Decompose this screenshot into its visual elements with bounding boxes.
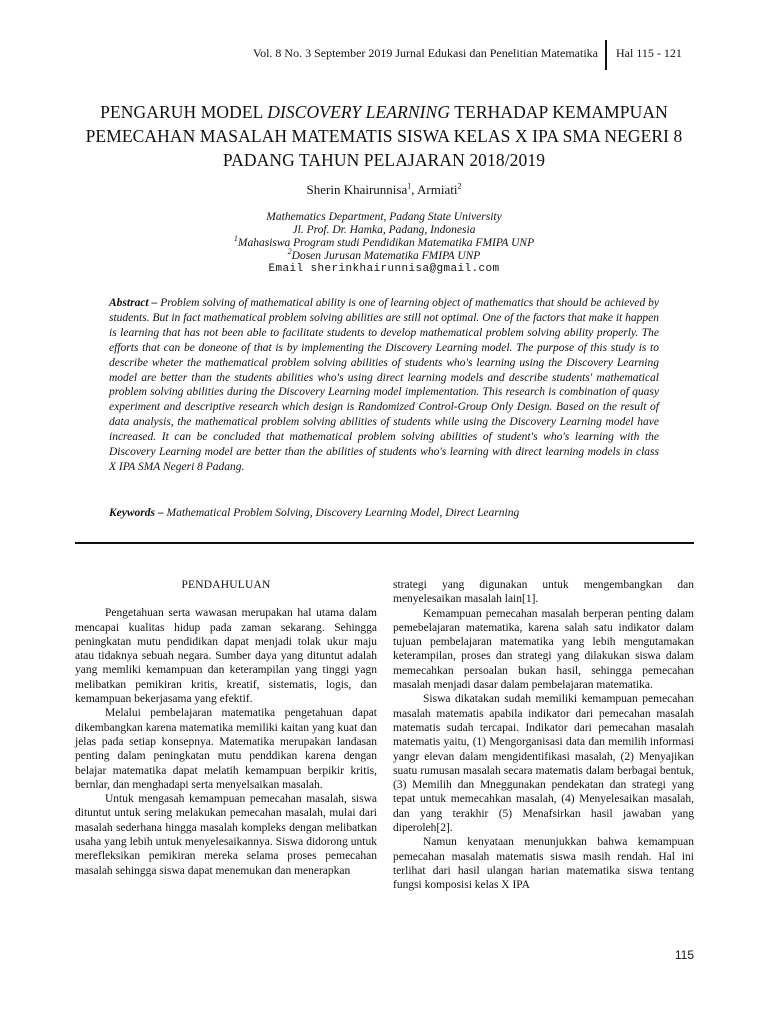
paragraph: Melalui pembelajaran matematika pengetahuan dapat dikembangkan karena matematika memiliki kaitan yang kuat dan jelas pada setiap konsepnya. Matematika merupakan landasan penting dalam peningkatan mutu penddikan karena dengan belajar matematika dapat melatih kemampuan berpikir kritis, bernlar, dan menghadapi serta menyelsaikan masalah.	[75, 707, 377, 791]
affiliation-4-mark: 2	[287, 247, 292, 257]
author-2-affil-mark: 2	[457, 181, 462, 191]
paragraph: Pengetahuan serta wawasan merupakan hal utama dalam mencapai kualitas hidup pada zaman sekarang. Sehingga peningkatan mutu pendidikan dapat menjadi tolak ukur maju atau tidaknya sebuah negara. Sumber daya yang dituntut adalah yang memliki kemampuan dan keterampilan yang tinggi yagn melibatkan pemikiran kritis, kreatif, sistematis, logis, dan kemampuan bekerjasama yang efektif.	[75, 607, 377, 706]
abstract-text: Problem solving of mathematical ability is one of learning object of mathematics that should be achieved by students. But in fact mathematical problem solving abilities are still not optimal. One of the factors that make it happen is learning that has not been able to facilitate students to develop mathematical problem solving ability properly. The efforts that can be doneone of that is by implementing the Discovery Learning model. The purpose of this study is to describe wheter the mathematical problem solving abilities of students who's learning using the Discovery Learning model are better than the students abilities who's using direct learning models and describe students' mathematical problem solving abilities during the Discovery Learning model implementation. This research is combination of quasy experiment and descriptive research which design is Randomized Control-Group Only Design. Based on the result of data analysis, the mathematical problem solving abilities of students while using the Discovery Learning model have increased. It can be concluded that mathematical problem solving abilities of student's who's learning with the Discovery Learning model are better than the abilities of students who's learning with direct learning models in class X IPA SMA Negeri 8 Padang.	[109, 297, 659, 473]
journal-citation: Vol. 8 No. 3 September 2019 Jurnal Edukasi dan Penelitian Matematika	[252, 46, 598, 60]
page-range: Hal 115 - 121	[616, 46, 682, 60]
paragraph: strategi yang digunakan untuk mengembangkan dan menyelesaikan masalah lain[1].	[393, 579, 694, 606]
section-heading: PENDAHULUAN	[181, 579, 271, 591]
author-2: Armiati	[417, 182, 458, 197]
keywords-text: Mathematical Problem Solving, Discovery Learning Model, Direct Learning	[166, 507, 520, 519]
left-column	[75, 578, 377, 878]
abstract-label: Abstract –	[109, 297, 161, 309]
author-1-affil-mark: 1	[407, 181, 412, 191]
affiliations	[0, 211, 768, 276]
affiliation-line-3	[0, 234, 768, 250]
keywords	[109, 507, 669, 519]
author-1: Sherin Khairunnisa	[306, 182, 408, 197]
paragraph: Kemampuan pemecahan masalah berperan penting dalam pemebelajaran matematika, karena salah satu indikator dalam tujuan pembelajaran matematika yang lebih mengutamakan keterampilan, proses dan strategi yang dilakukan siswa dalam memecahkan persoalan bukan hasil, sehingga pemecahan masalah menjadi dasar dalam pembelajaran matematika.	[393, 607, 694, 692]
paper-title	[60, 100, 708, 172]
paragraph: Untuk mengasah kemampuan pemecahan masalah, siswa dituntut untuk sering melakukan pemecahan masalah, mulai dari masalah sederhana hingga masalah kompleks dengan melibatkan usaha yang lebih untuk menyelesaikannya. Siswa didorong untuk merefleksikan pemikiran mereka selama proses pemecahan masalah sehingga siswa dapat menemukan dan menerapkan	[75, 793, 377, 877]
running-header	[0, 44, 768, 72]
affiliation-3-text: Mahasiswa Program studi Pendidikan Matematika FMIPA UNP	[237, 237, 535, 249]
page-number: 115	[674, 948, 694, 962]
keywords-label: Keywords –	[109, 507, 167, 519]
section-divider	[75, 542, 694, 544]
title-italic: DISCOVERY LEARNING	[267, 102, 451, 122]
title-part-1: PENGARUH MODEL	[100, 102, 268, 122]
affiliation-line-2: Jl. Prof. Dr. Hamka, Padang, Indonesia	[292, 224, 476, 236]
title-part-2: TERHADAP KEMAMPUAN PEMECAHAN MASALAH MATEMATIS SISWA KELAS X IPA SMA NEGERI 8 PADANG TAHUN PELAJARAN 2018/2019	[85, 102, 683, 170]
right-column	[393, 578, 694, 893]
author-separator: ,	[411, 182, 418, 197]
author-list	[0, 182, 768, 198]
abstract	[109, 296, 659, 475]
affiliation-3-mark: 1	[233, 234, 238, 244]
paragraph: Siswa dikatakan sudah memiliki kemampuan pemecahan masalah matematis apabila indikator dari pemecahan masalah matematis sudah tercapai. Indikator dari pemecahan masalah matematis yaitu, (1) Mengorganisasi data dan memilih informasi yangr elevan dalam mengidentifikasi masalah, (2) Menyajikan suatu rumusan masalah secara matematis dalam berbagai bentuk, (3) Memilih dan Mneggunakan pendekatan dan strategi yang tepat untuk memecahkan masalah, (4) Menyelesaikan masalah, dan yang terakhir (5) Menafsirkan hasil jawaban yang diperoleh[2].	[393, 693, 694, 835]
affiliation-line-1: Mathematics Department, Padang State University	[266, 211, 502, 223]
affiliation-line-4	[0, 247, 768, 263]
author-email: Email sherinkhairunnisa@gmail.com	[268, 263, 500, 275]
affiliation-4-text: Dosen Jurusan Matematika FMIPA UNP	[291, 250, 481, 262]
paragraph: Namun kenyataan menunjukkan bahwa kemampuan pemecahan masalah matematis siswa masih rendah. Hal ini terlihat dari hasil ulangan harian matematika siswa tentang fungsi komposisi kelas X IPA	[393, 836, 694, 892]
header-divider	[605, 40, 607, 70]
